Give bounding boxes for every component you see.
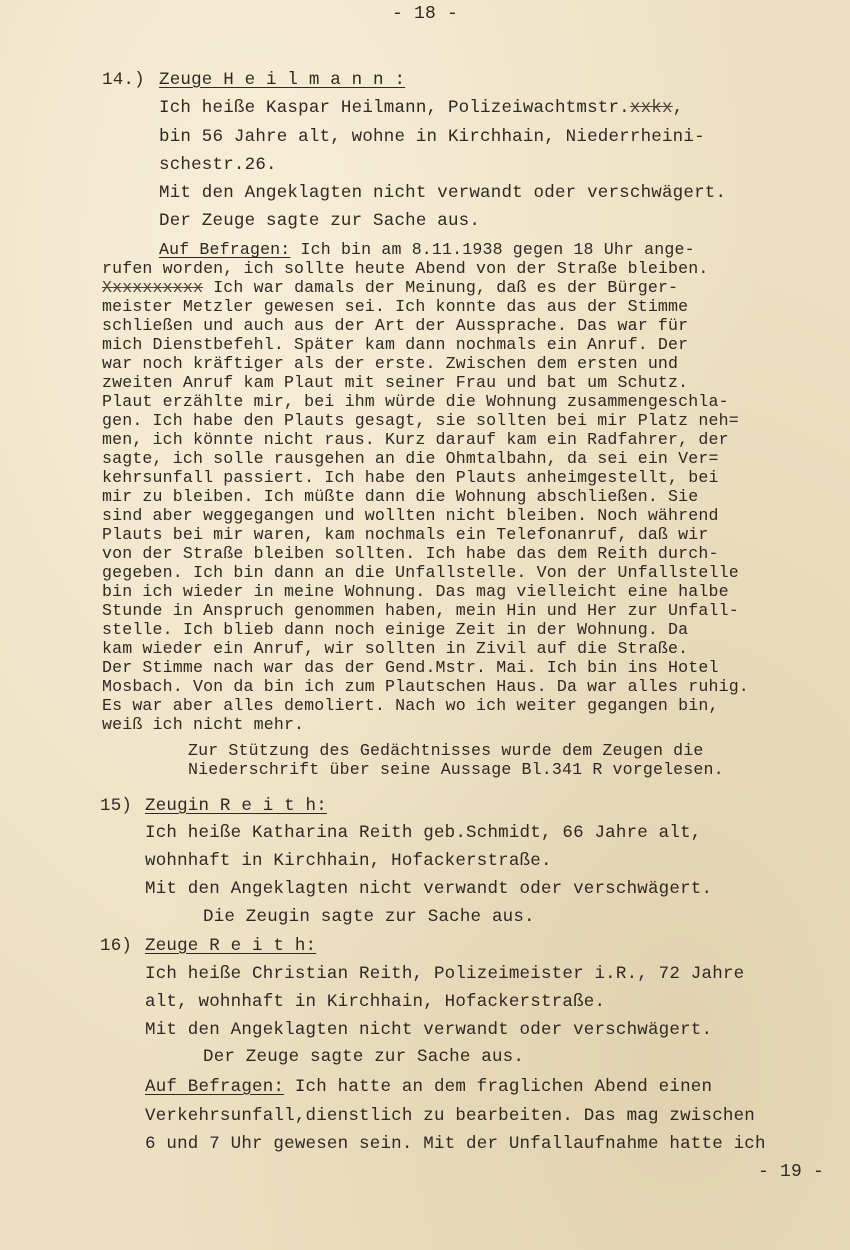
witness-14-questioning-text: Ich bin am 8.11.1938 gegen 18 Uhr ange-: [290, 240, 695, 259]
testimony-line: Stunde in Anspruch genommen haben, mein Hin und Her zur Unfall-: [102, 601, 739, 620]
witness-14-questioning-label: Auf Befragen:: [159, 240, 291, 259]
testimony-line: gegeben. Ich bin dann an die Unfallstelle. Von der Unfallstelle: [102, 563, 739, 582]
witness-16-questioning-label: Auf Befragen:: [145, 1077, 285, 1097]
page-number-header: - 18 -: [392, 4, 459, 24]
testimony-line: stelle. Ich blieb dann noch einige Zeit in der Wohnung. Da: [102, 620, 689, 639]
testimony-line: kam wieder ein Anruf, wir sollten in Zivil auf die Straße.: [102, 639, 689, 658]
witness-15-heading: Zeugin R e i t h:: [145, 796, 327, 816]
testimony-line: zweiten Anruf kam Plaut mit seiner Frau und bat um Schutz.: [102, 373, 689, 392]
witness-16-testimony-line: Verkehrsunfall,dienstlich zu bearbeiten. Das mag zwischen: [145, 1106, 755, 1126]
witness-15-statement: Die Zeugin sagte zur Sache aus.: [203, 907, 535, 927]
witness-14-intro-line: schestr.26.: [159, 155, 277, 175]
witness-14-intro-end: ,: [672, 98, 684, 118]
witness-15-number: 15): [100, 796, 133, 816]
testimony-line: schließen und auch aus der Art der Aussprache. Das war für: [102, 316, 689, 335]
testimony-line: sind aber weggegangen und wollten nicht bleiben. Noch während: [102, 506, 719, 525]
witness-16-relation: Mit den Angeklagten nicht verwandt oder verschwägert.: [145, 1020, 713, 1040]
memory-note-line: Zur Stützung des Gedächtnisses wurde dem Zeugen die: [188, 741, 704, 760]
testimony-line: Mosbach. Von da bin ich zum Plautschen Haus. Da war alles ruhig.: [102, 677, 749, 696]
testimony-line: rufen worden, ich sollte heute Abend von der Straße bleiben.: [102, 259, 709, 278]
testimony-line: von der Straße bleiben sollten. Ich habe das dem Reith durch-: [102, 544, 719, 563]
witness-16-number: 16): [100, 936, 133, 956]
testimony-line: men, ich könnte nicht raus. Kurz darauf kam ein Radfahrer, der: [102, 430, 729, 449]
testimony-line: [102, 278, 678, 297]
testimony-line: Es war aber alles demoliert. Nach wo ich weiter gegangen bin,: [102, 696, 719, 715]
testimony-line-rest: Ich war damals der Meinung, daß es der Bürger-: [203, 278, 679, 297]
witness-16-testimony-line: 6 und 7 Uhr gewesen sein. Mit der Unfallaufnahme hatte ich: [145, 1134, 766, 1154]
testimony-line: meister Metzler gewesen sei. Ich konnte das aus der Stimme: [102, 297, 689, 316]
testimony-line: mich Dienstbefehl. Später kam dann nochmals ein Anruf. Der: [102, 335, 689, 354]
testimony-line: Der Stimme nach war das der Gend.Mstr. Mai. Ich bin ins Hotel: [102, 658, 719, 677]
testimony-line: sagte, ich solle rausgehen an die Ohmtalbahn, da sei ein Ver=: [102, 449, 719, 468]
testimony-line: kehrsunfall passiert. Ich habe den Plauts anheimgestellt, bei: [102, 468, 719, 487]
witness-14-heading: Zeuge H e i l m a n n :: [159, 70, 406, 90]
witness-14-statement: Der Zeuge sagte zur Sache aus.: [159, 211, 481, 231]
testimony-line: mir zu bleiben. Ich müßte dann die Wohnung abschließen. Sie: [102, 487, 699, 506]
witness-15-line: Ich heiße Katharina Reith geb.Schmidt, 66 Jahre alt,: [145, 823, 702, 843]
witness-14-intro-text: Ich heiße Kaspar Heilmann, Polizeiwachtmstr.: [159, 98, 630, 118]
witness-16-questioning-line: [145, 1077, 712, 1097]
testimony-line: Plaut erzählte mir, bei ihm würde die Wohnung zusammengeschla-: [102, 392, 729, 411]
witness-14-number: 14.): [102, 70, 145, 90]
testimony-line: Plauts bei mir waren, kam nochmals ein Telefonanruf, daß wir: [102, 525, 709, 544]
memory-note-line: Niederschrift über seine Aussage Bl.341 R vorgelesen.: [188, 760, 724, 779]
testimony-line: war noch kräftiger als der erste. Zwischen dem ersten und: [102, 354, 679, 373]
testimony-line: bin ich wieder in meine Wohnung. Das mag vielleicht eine halbe: [102, 582, 729, 601]
witness-16-line: alt, wohnhaft in Kirchhain, Hofackerstraße.: [145, 992, 606, 1012]
testimony-line: weiß ich nicht mehr.: [102, 715, 305, 734]
page-number-footer: - 19 -: [758, 1162, 825, 1182]
witness-16-questioning-text: Ich hatte an dem fraglichen Abend einen: [284, 1077, 713, 1097]
witness-14-relation: Mit den Angeklagten nicht verwandt oder verschwägert.: [159, 183, 727, 203]
testimony-line: gen. Ich habe den Plauts gesagt, sie sollten bei mir Platz neh=: [102, 411, 739, 430]
witness-14-intro-strikeout: xxkx: [629, 98, 673, 118]
witness-15-relation: Mit den Angeklagten nicht verwandt oder verschwägert.: [145, 879, 713, 899]
testimony-strikeout: Xxxxxxxxxx: [102, 278, 204, 297]
witness-14-intro-line: [159, 98, 683, 118]
witness-15-line: wohnhaft in Kirchhain, Hofackerstraße.: [145, 851, 552, 871]
witness-16-statement: Der Zeuge sagte zur Sache aus.: [203, 1047, 525, 1067]
witness-14-intro-line: bin 56 Jahre alt, wohne in Kirchhain, Niederrheini-: [159, 127, 705, 147]
witness-16-line: Ich heiße Christian Reith, Polizeimeister i.R., 72 Jahre: [145, 964, 745, 984]
witness-16-heading: Zeuge R e i t h:: [145, 936, 317, 956]
witness-14-questioning-line: [159, 240, 695, 259]
